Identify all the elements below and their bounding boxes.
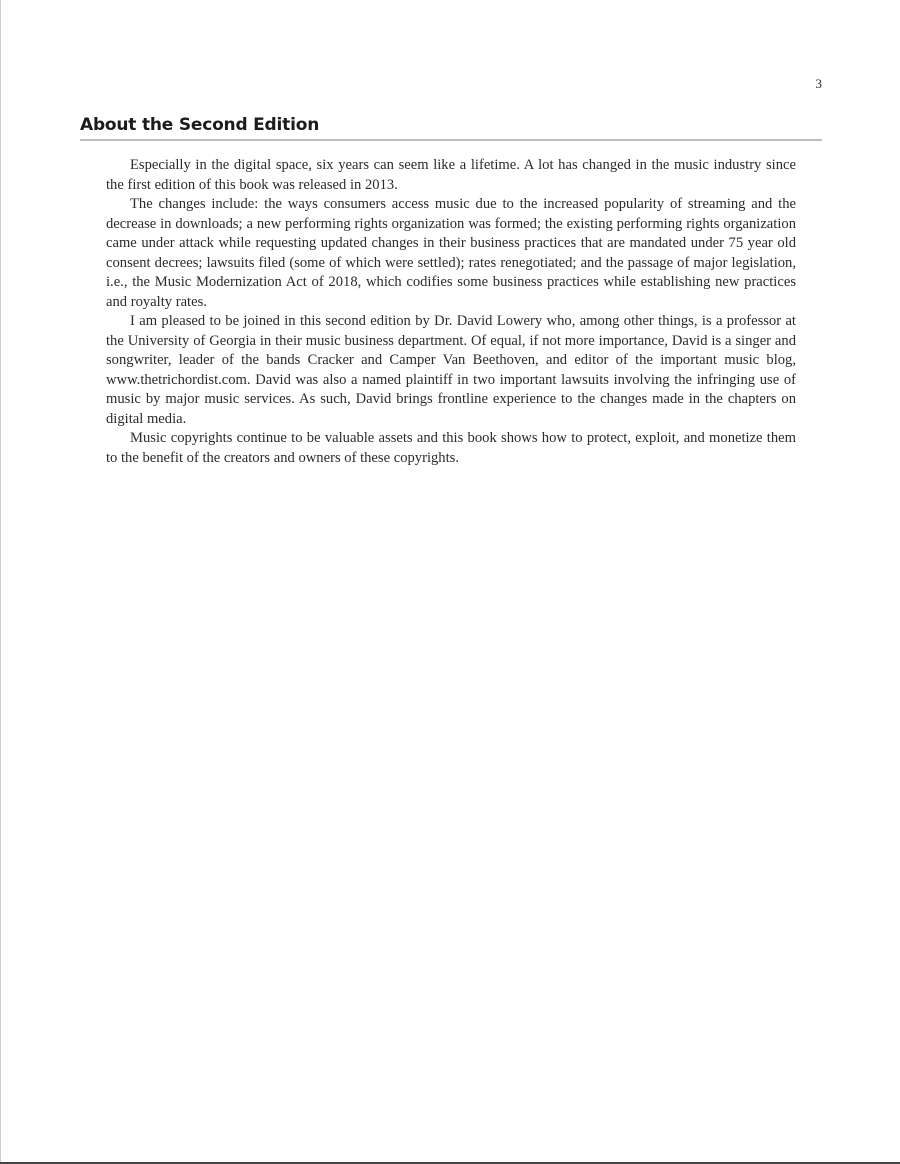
paragraph: The changes include: the ways consumers access music due to the increased popularity of streaming and the decrease in downloads; a new performing rights organization was formed; the existing performing rights organization came under attack while requesting updated changes in their business practices that are mandated under 75 year old consent decrees; lawsuits filed (some of which were settled); rates renegotiated; and the passage of major legislation, i.e., the Music Modernization Act of 2018, which codifies some business practices while establishing new practices and royalty rates. bbox=[106, 196, 796, 310]
heading-divider bbox=[80, 139, 822, 141]
paragraph: Music copyrights continue to be valuable assets and this book shows how to protect, exploit, and monetize them to the benefit of the creators and owners of these copyrights. bbox=[106, 430, 796, 466]
page-left-edge bbox=[0, 0, 1, 1164]
section-heading: About the Second Edition bbox=[80, 115, 320, 135]
page-number: 3 bbox=[815, 76, 822, 91]
paragraph: I am pleased to be joined in this second edition by Dr. David Lowery who, among other things, is a professor at the University of Georgia in their music business department. Of equal, if not more importance, David is a singer and songwriter, leader of the bands Cracker and Camper Van Beethoven, and editor of the important music blog, www.thetrichordist.com. David was also a named plaintiff in two important lawsuits involving the infringing use of music by major music services. As such, David brings frontline experience to the changes made in the chapters on digital media. bbox=[106, 313, 796, 427]
section-body bbox=[106, 156, 796, 468]
paragraph: Especially in the digital space, six years can seem like a lifetime. A lot has changed in the music industry since the first edition of this book was released in 2013. bbox=[106, 157, 796, 193]
